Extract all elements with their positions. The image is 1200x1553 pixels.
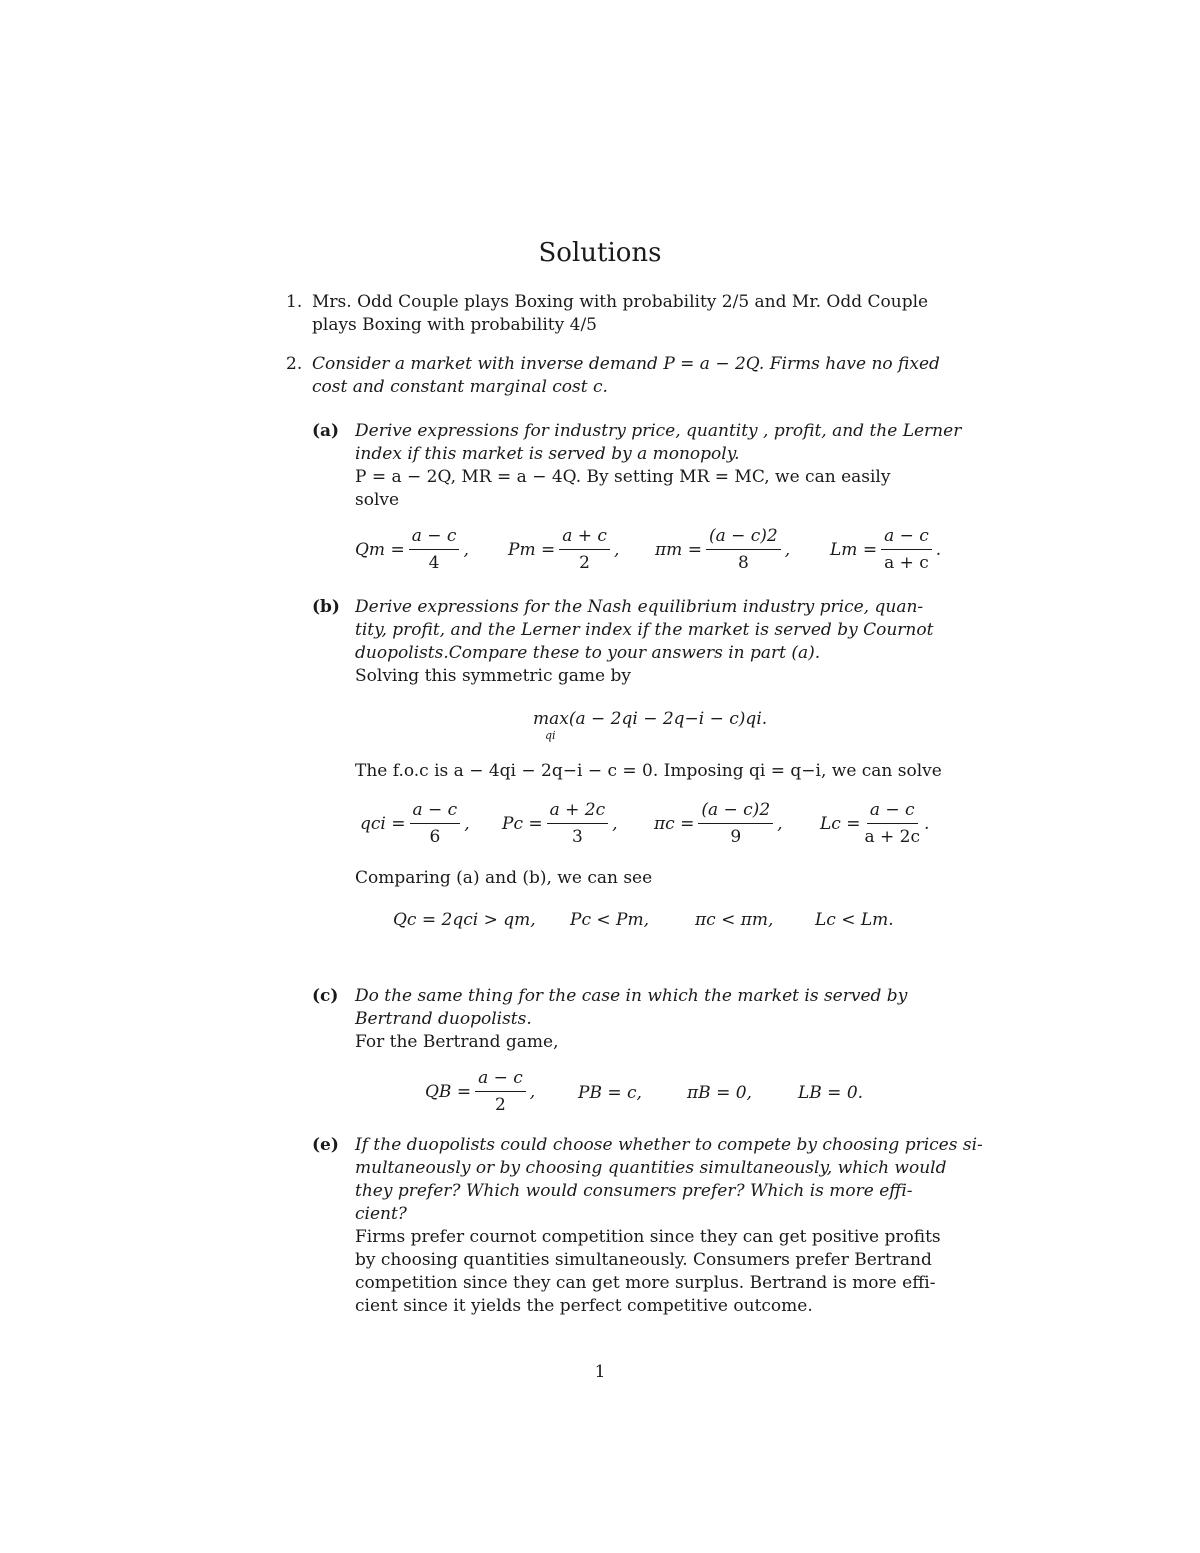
- part-c-equations: [0, 1068, 1200, 1122]
- bertrand-profit-eq: πB = 0,: [687, 1083, 752, 1103]
- eq-numerator: a − c: [867, 800, 918, 824]
- eq-lhs: πm =: [655, 539, 702, 560]
- part-b-question-line-3: duopolists.Compare these to your answers in part (a).: [355, 643, 821, 663]
- item-2-number: 2.: [286, 354, 303, 374]
- part-e-question-line-1: If the duopolists could choose whether to compete by choosing prices si-: [355, 1135, 983, 1155]
- eq-numerator: (a − c)2: [706, 526, 781, 550]
- comparison-quantity: Qc = 2qci > qm,: [393, 910, 536, 930]
- comparison-profit: πc < πm,: [695, 910, 774, 930]
- eq-denominator: 9: [730, 827, 742, 847]
- part-b-label: (b): [312, 597, 340, 617]
- part-e-answer-line-2: by choosing quantities simultaneously. Consumers prefer Bertrand: [355, 1250, 932, 1270]
- bertrand-price-eq: PB = c,: [578, 1083, 642, 1103]
- eq-numerator: a − c: [881, 526, 932, 550]
- eq-numerator: a − c: [410, 800, 461, 824]
- eq-numerator: a + 2c: [547, 800, 609, 824]
- bertrand-quantity-eq: QB = $\frac{a - c}{2}$ ,: [425, 1068, 536, 1115]
- eq-denominator: 8: [737, 553, 749, 573]
- item-1-line-2: plays Boxing with probability 4/5: [312, 315, 597, 335]
- cournot-quantity-eq: qci = $\frac{a - c}{6}$ ,: [360, 800, 470, 847]
- eq-denominator: 3: [571, 827, 583, 847]
- cournot-profit-eq: πc = $\frac{(a - c)2}{9}$ ,: [654, 800, 783, 847]
- eq-lhs: Qm =: [355, 539, 405, 560]
- item-2-line-1: Consider a market with inverse demand P = a − 2Q. Firms have no fixed: [312, 354, 940, 374]
- part-e-answer-line-3: competition since they can get more surplus. Bertrand is more effi-: [355, 1273, 936, 1293]
- part-e-answer-line-1: Firms prefer cournot competition since they can get positive profits: [355, 1227, 941, 1247]
- first-order-condition: The f.o.c is a − 4qi − 2q−i − c = 0. Imposing qi = q−i, we can solve: [355, 761, 942, 781]
- part-a-question-line-2: index if this market is served by a monopoly.: [355, 444, 740, 464]
- part-c-solution-line-1: For the Bertrand game,: [355, 1032, 559, 1052]
- eq-lhs: Pc =: [502, 813, 543, 834]
- part-a-label: (a): [312, 421, 340, 441]
- eq-lhs: qci =: [360, 813, 406, 834]
- eq-numerator: a − c: [475, 1068, 526, 1092]
- eq-denominator: 6: [429, 827, 441, 847]
- monopoly-lerner-eq: Lm = $\frac{a - c}{a + c}$ .: [830, 526, 942, 573]
- eq-numerator: a − c: [409, 526, 460, 550]
- part-e-label: (e): [312, 1135, 339, 1155]
- page-title: Solutions: [538, 238, 662, 268]
- comparison-price: Pc < Pm,: [570, 910, 649, 930]
- monopoly-profit-eq: πm = $\frac{(a - c)2}{8}$ ,: [655, 526, 791, 573]
- cournot-lerner-eq: Lc = $\frac{a - c}{a + 2c}$ .: [820, 800, 930, 847]
- monopoly-price-eq: Pm = $\frac{a + c}{2}$ ,: [508, 526, 620, 573]
- part-e-question-line-2: multaneously or by choosing quantities simultaneously, which would: [355, 1158, 947, 1178]
- eq-denominator: a + c: [884, 553, 929, 573]
- eq-lhs: Lc =: [820, 813, 861, 834]
- comparison-intro: Comparing (a) and (b), we can see: [355, 868, 653, 888]
- maximization-subscript: qi: [545, 729, 556, 742]
- part-c-question-line-2: Bertrand duopolists.: [355, 1009, 532, 1029]
- part-b-equations: [0, 800, 1200, 854]
- part-a-equations: [0, 526, 1200, 580]
- eq-lhs: πc =: [654, 813, 695, 834]
- eq-denominator: 2: [579, 553, 590, 573]
- eq-numerator: a + c: [559, 526, 610, 550]
- part-a-question-line-1: Derive expressions for industry price, quantity , profit, and the Lerner: [355, 421, 962, 441]
- part-a-solution-line-2: solve: [355, 490, 400, 510]
- page-number: 1: [594, 1362, 606, 1382]
- maximization-expression: max(a − 2qi − 2q−i − c)qi.: [533, 709, 768, 729]
- item-2-line-2: cost and constant marginal cost c.: [312, 377, 608, 397]
- monopoly-quantity-eq: Qm = $\frac{a - c}{4}$ ,: [355, 526, 469, 573]
- part-e-question-line-3: they prefer? Which would consumers prefer? Which is more effi-: [355, 1181, 913, 1201]
- comparison-row: [0, 910, 1200, 940]
- item-1-number: 1.: [286, 292, 303, 312]
- part-c-question-line-1: Do the same thing for the case in which the market is served by: [355, 986, 908, 1006]
- eq-lhs: QB =: [425, 1081, 472, 1102]
- eq-numerator: (a − c)2: [698, 800, 773, 824]
- part-a-solution-line-1: P = a − 2Q, MR = a − 4Q. By setting MR = MC, we can easily: [355, 467, 891, 487]
- part-b-question-line-2: tity, profit, and the Lerner index if the market is served by Cournot: [355, 620, 934, 640]
- eq-lhs: Lm =: [830, 539, 878, 560]
- part-b-solution-line-1: Solving this symmetric game by: [355, 666, 631, 686]
- bertrand-lerner-eq: LB = 0.: [798, 1083, 864, 1103]
- eq-denominator: 4: [428, 553, 440, 573]
- eq-denominator: 2: [495, 1095, 506, 1115]
- eq-lhs: Pm =: [508, 539, 556, 560]
- item-1-line-1: Mrs. Odd Couple plays Boxing with probability 2/5 and Mr. Odd Couple: [312, 292, 929, 312]
- part-c-label: (c): [312, 986, 339, 1006]
- eq-denominator: a + 2c: [864, 827, 920, 847]
- part-e-answer-line-4: cient since it yields the perfect competitive outcome.: [355, 1296, 813, 1316]
- part-b-question-line-1: Derive expressions for the Nash equilibrium industry price, quan-: [355, 597, 924, 617]
- cournot-price-eq: Pc = $\frac{a + 2c}{3}$ ,: [502, 800, 618, 847]
- part-e-question-line-4: cient?: [355, 1204, 407, 1224]
- comparison-lerner: Lc < Lm.: [815, 910, 894, 930]
